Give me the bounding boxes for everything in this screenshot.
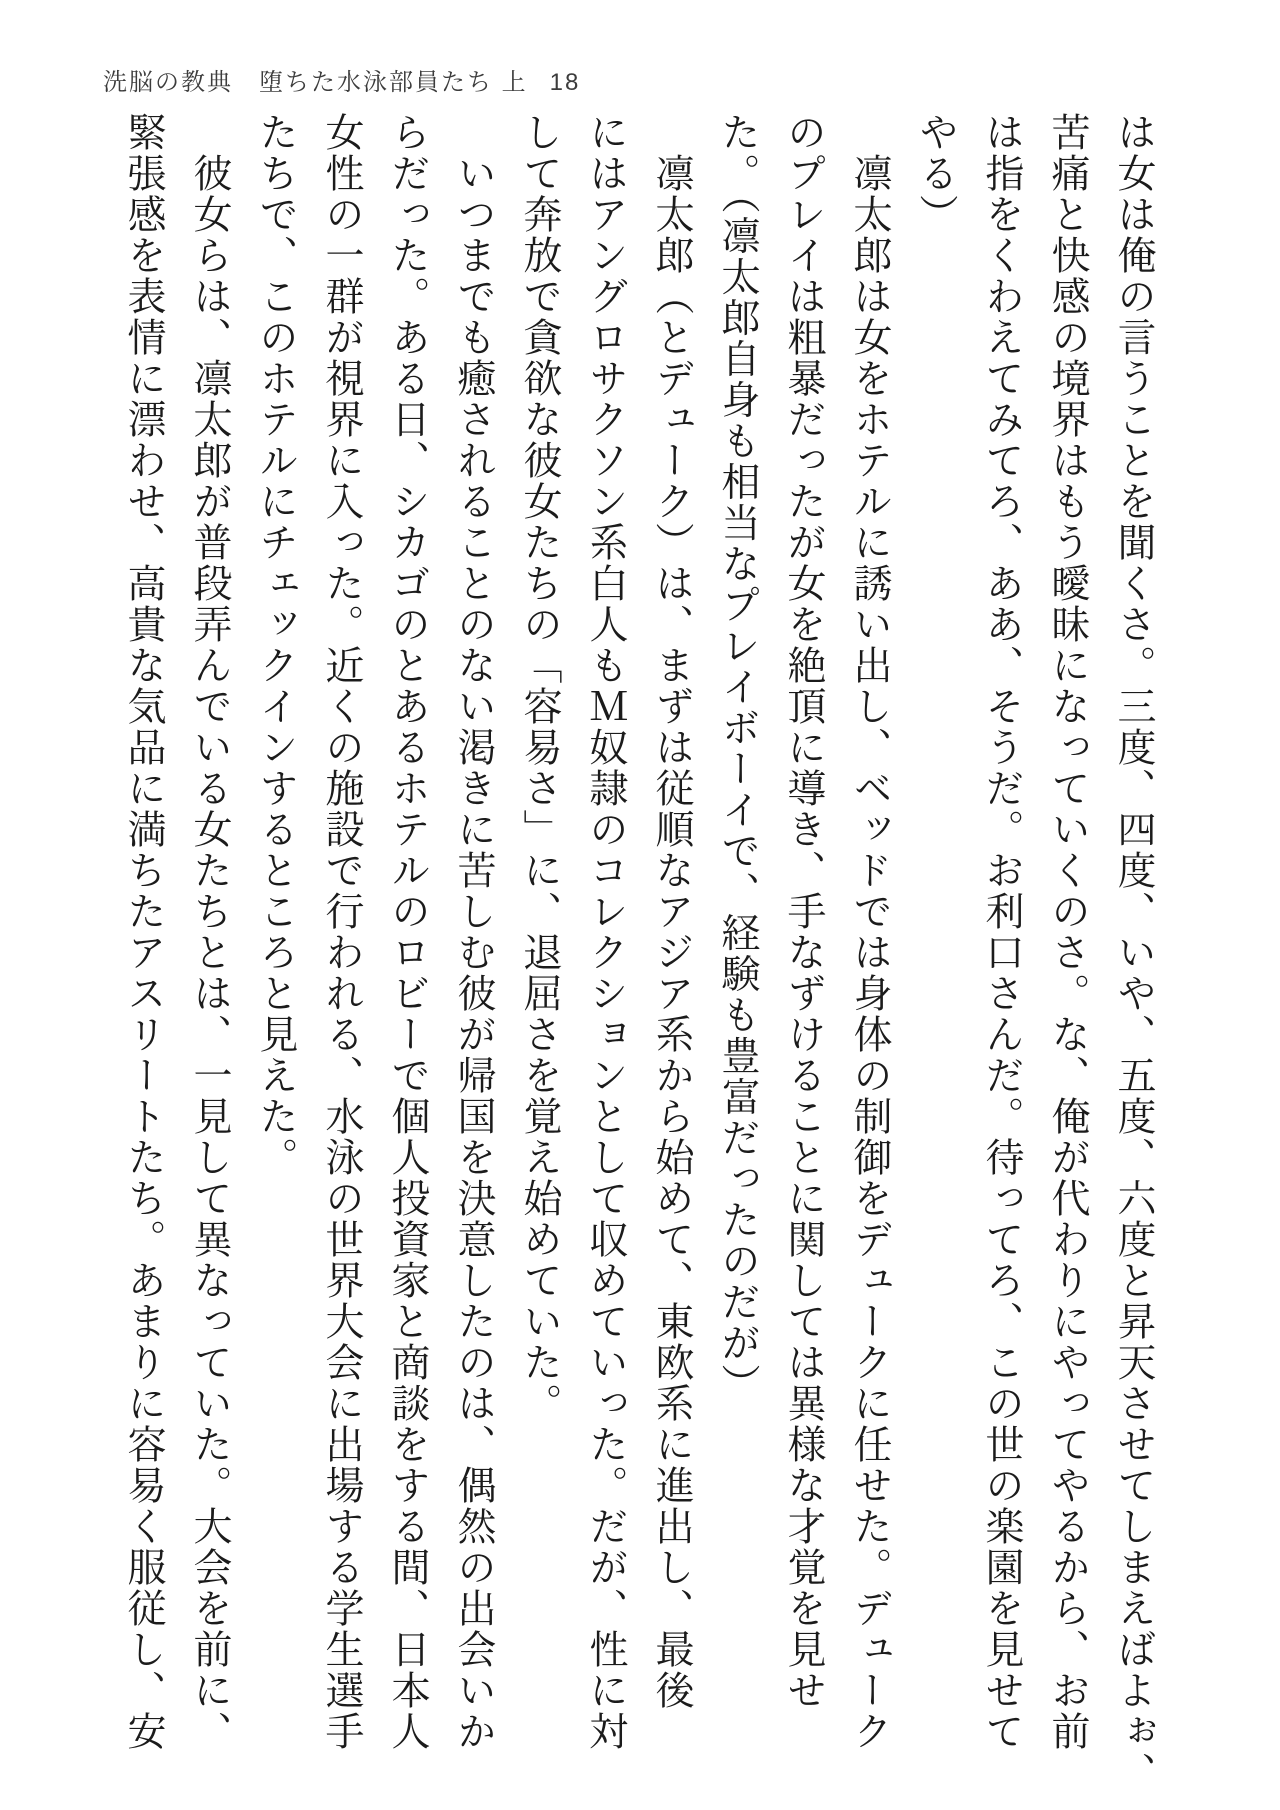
text-column-12: らだった。ある日、シカゴのとあるホテルのロビーで個人投資家と商談をする間、日本人 [386,112,429,1752]
text-column-5: 凛太郎は女をホテルに誘い出し、ベッドでは身体の制御をデュークに任せた。デューク [848,153,891,1752]
text-column-1: は女は俺の言うことを聞くさ。三度、四度、いや、五度、六度と昇天させてしまえばよぉ、 [1112,112,1155,1793]
text-column-11: いつまでも癒されることのない渇きに苦しむ彼が帰国を決意したのは、偶然の出会いか [452,153,495,1752]
text-column-16: 緊張感を表情に漂わせ、高貴な気品に満ちたアスリートたち。あまりに容易く服従し、安 [122,112,165,1752]
text-column-2: 苦痛と快感の境界はもう曖昧になっていくのさ。な、俺が代わりにやってやるから、お前 [1046,112,1089,1752]
text-column-10: して奔放で貪欲な彼女たちの「容易さ」に、退屈さを覚え始めていた。 [518,112,561,1424]
text-column-13: 女性の一群が視界に入った。近くの施設で行われる、水泳の世界大会に出場する学生選手 [320,112,363,1752]
text-column-7: た。（凛太郎自身も相当なプレイボーイで、経験も豊富だったのだが） [716,112,759,1405]
book-title: 洗脳の教典 堕ちた水泳部員たち 上 [103,69,528,96]
text-column-14: たちで、このホテルにチェックインするところと見えた。 [254,112,297,1178]
running-header [103,62,580,97]
text-body [110,112,1166,1793]
text-column-8: 凛太郎（とデューク）は、まずは従順なアジア系から始めて、東欧系に進出し、最後 [650,153,693,1711]
text-column-9: にはアングロサクソン系白人もＭ奴隷のコレクションとして収めていった。だが、性に対 [584,112,627,1752]
page-number: 18 [549,69,581,96]
text-column-3: は指をくわえてみてろ、ああ、そうだ。お利口さんだ。待ってろ、この世の楽園を見せて [980,112,1023,1752]
text-column-6: のプレイは粗暴だったが女を絶頂に導き、手なずけることに関しては異様な才覚を見せ [782,112,825,1711]
text-column-15: 彼女らは、凛太郎が普段弄んでいる女たちとは、一見して異なっていた。大会を前に、 [188,153,231,1752]
text-column-4: やる） [914,112,957,235]
